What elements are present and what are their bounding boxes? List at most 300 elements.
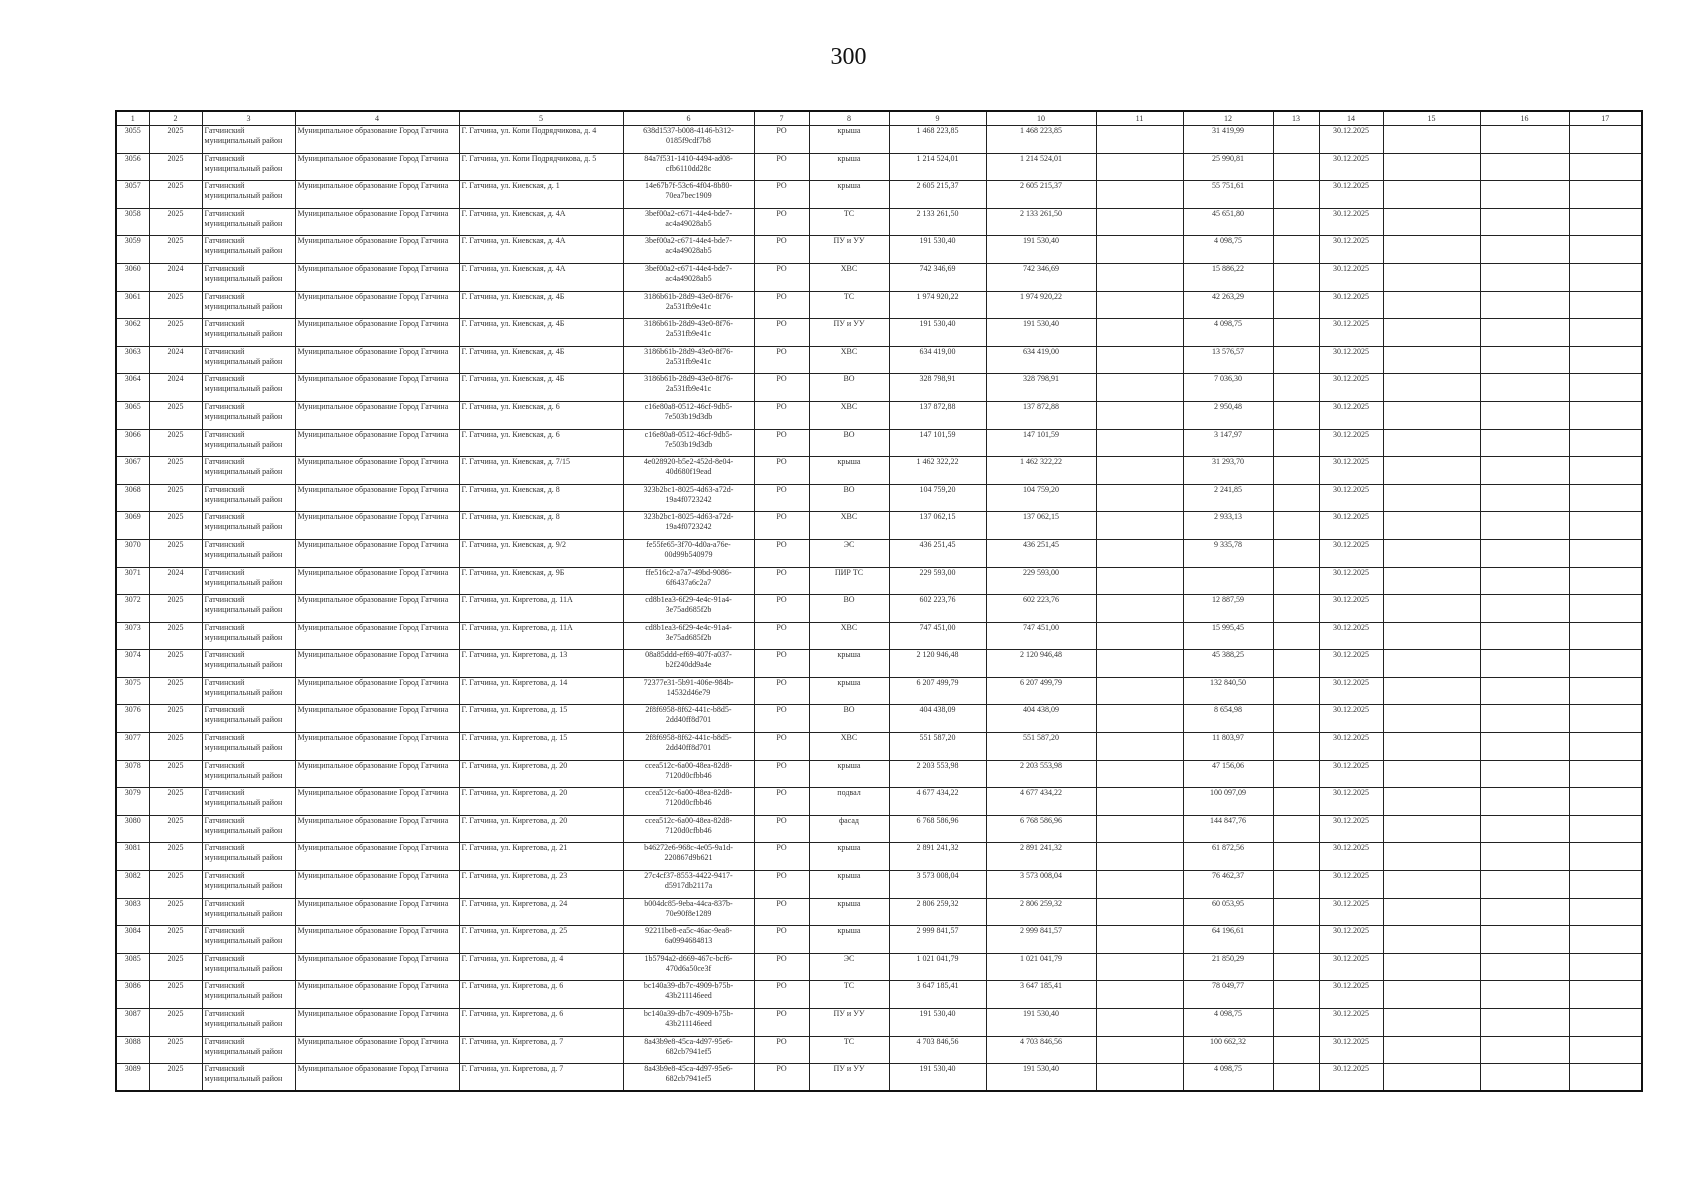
year-cell: 2025 [149,181,202,209]
row-number-cell: 3082 [116,871,149,899]
work-type-cell: ТС [809,1036,889,1064]
year-cell: 2025 [149,319,202,347]
col-15-cell [1383,429,1480,457]
row-number-cell: 3058 [116,208,149,236]
address-cell: Г. Гатчина, ул. Киргетова, д. 11А [459,622,623,650]
col-16-cell [1480,595,1569,623]
total-cost-cell: 2 203 553,98 [889,760,986,788]
col-17-cell [1569,788,1642,816]
municipality-cell: Муниципальное образование Город Гатчина [295,926,459,954]
row-number-cell: 3076 [116,705,149,733]
col-13-cell [1273,760,1319,788]
table-row [116,843,1642,871]
house-guid-cell: ffe516c2-a7a7-49bd-9086-6f6437a6c2a7 [623,567,754,595]
work-type-cell: ХВС [809,733,889,761]
district-cell: Гатчинский муниципальный район [202,401,295,429]
col-13-cell [1273,1064,1319,1092]
address-cell: Г. Гатчина, ул. Киевская, д. 6 [459,429,623,457]
row-number-cell: 3079 [116,788,149,816]
col-13-cell [1273,815,1319,843]
program-cell: РО [754,760,809,788]
fund-cost-cell: 2 891 241,32 [986,843,1096,871]
table-row [116,512,1642,540]
program-cell: РО [754,236,809,264]
table-row [116,263,1642,291]
work-type-cell: ХВС [809,622,889,650]
col-17-cell [1569,843,1642,871]
column-header: 12 [1183,111,1273,126]
municipality-cell: Муниципальное образование Город Гатчина [295,126,459,154]
col-13-cell [1273,1036,1319,1064]
work-type-cell: ПУ и УУ [809,236,889,264]
year-cell: 2024 [149,346,202,374]
house-guid-cell: c16e80a8-0512-46cf-9db5-7e503b19d3db [623,429,754,457]
total-cost-cell: 4 677 434,22 [889,788,986,816]
total-cost-cell: 6 207 499,79 [889,677,986,705]
year-cell: 2025 [149,926,202,954]
column-header: 16 [1480,111,1569,126]
municipality-cell: Муниципальное образование Город Гатчина [295,457,459,485]
year-cell: 2025 [149,1036,202,1064]
total-cost-cell: 602 223,76 [889,595,986,623]
row-number-cell: 3077 [116,733,149,761]
col-15-cell [1383,871,1480,899]
total-cost-cell: 1 462 322,22 [889,457,986,485]
address-cell: Г. Гатчина, ул. Киргетова, д. 11А [459,595,623,623]
completion-date-cell: 30.12.2025 [1319,650,1383,678]
district-cell: Гатчинский муниципальный район [202,650,295,678]
completion-date-cell: 30.12.2025 [1319,319,1383,347]
district-cell: Гатчинский муниципальный район [202,981,295,1009]
program-cell: РО [754,539,809,567]
col-13-cell [1273,871,1319,899]
row-number-cell: 3061 [116,291,149,319]
year-cell: 2025 [149,953,202,981]
col-11-cell [1096,953,1183,981]
year-cell: 2025 [149,1009,202,1037]
house-guid-cell: 3186b61b-28d9-43e0-8f76-2a531fb9e41c [623,346,754,374]
fund-cost-cell: 2 999 841,57 [986,926,1096,954]
col-13-cell [1273,1009,1319,1037]
district-cell: Гатчинский муниципальный район [202,760,295,788]
col-17-cell [1569,622,1642,650]
col-11-cell [1096,677,1183,705]
program-cell: РО [754,650,809,678]
table-row [116,1009,1642,1037]
table-body [116,126,1642,1092]
work-type-cell: ХВС [809,263,889,291]
fund-cost-cell: 191 530,40 [986,1009,1096,1037]
col-17-cell [1569,760,1642,788]
table-row [116,401,1642,429]
col-16-cell [1480,815,1569,843]
col-16-cell [1480,346,1569,374]
col-12-cell: 12 887,59 [1183,595,1273,623]
row-number-cell: 3055 [116,126,149,154]
fund-cost-cell: 137 872,88 [986,401,1096,429]
col-16-cell [1480,953,1569,981]
table-row [116,898,1642,926]
col-13-cell [1273,374,1319,402]
col-17-cell [1569,457,1642,485]
completion-date-cell: 30.12.2025 [1319,181,1383,209]
program-cell: РО [754,926,809,954]
year-cell: 2025 [149,650,202,678]
address-cell: Г. Гатчина, ул. Копи Подрядчикова, д. 4 [459,126,623,154]
col-11-cell [1096,1036,1183,1064]
work-type-cell: ВО [809,484,889,512]
row-number-cell: 3086 [116,981,149,1009]
col-11-cell [1096,622,1183,650]
fund-cost-cell: 6 768 586,96 [986,815,1096,843]
table-row [116,595,1642,623]
completion-date-cell: 30.12.2025 [1319,153,1383,181]
municipality-cell: Муниципальное образование Город Гатчина [295,374,459,402]
col-11-cell [1096,236,1183,264]
completion-date-cell: 30.12.2025 [1319,346,1383,374]
table-row [116,153,1642,181]
column-header: 5 [459,111,623,126]
row-number-cell: 3084 [116,926,149,954]
row-number-cell: 3063 [116,346,149,374]
col-13-cell [1273,291,1319,319]
table-row [116,208,1642,236]
completion-date-cell: 30.12.2025 [1319,815,1383,843]
work-type-cell: крыша [809,898,889,926]
col-11-cell [1096,871,1183,899]
col-16-cell [1480,512,1569,540]
col-11-cell [1096,1009,1183,1037]
col-17-cell [1569,153,1642,181]
col-12-cell: 100 097,09 [1183,788,1273,816]
col-12-cell: 4 098,75 [1183,1064,1273,1092]
col-16-cell [1480,733,1569,761]
col-15-cell [1383,677,1480,705]
work-type-cell: ХВС [809,401,889,429]
column-header: 9 [889,111,986,126]
col-11-cell [1096,733,1183,761]
completion-date-cell: 30.12.2025 [1319,788,1383,816]
row-number-cell: 3080 [116,815,149,843]
year-cell: 2025 [149,788,202,816]
district-cell: Гатчинский муниципальный район [202,898,295,926]
address-cell: Г. Гатчина, ул. Киргетова, д. 14 [459,677,623,705]
program-cell: РО [754,677,809,705]
fund-cost-cell: 747 451,00 [986,622,1096,650]
page-number: 300 [830,44,867,70]
municipality-cell: Муниципальное образование Город Гатчина [295,981,459,1009]
program-cell: РО [754,843,809,871]
table-row [116,346,1642,374]
fund-cost-cell: 634 419,00 [986,346,1096,374]
row-number-cell: 3059 [116,236,149,264]
municipality-cell: Муниципальное образование Город Гатчина [295,567,459,595]
work-type-cell: ВО [809,705,889,733]
col-11-cell [1096,319,1183,347]
col-11-cell [1096,263,1183,291]
address-cell: Г. Гатчина, ул. Киевская, д. 6 [459,401,623,429]
total-cost-cell: 191 530,40 [889,1064,986,1092]
district-cell: Гатчинский муниципальный район [202,539,295,567]
total-cost-cell: 191 530,40 [889,236,986,264]
column-header: 6 [623,111,754,126]
col-12-cell: 21 850,29 [1183,953,1273,981]
col-13-cell [1273,457,1319,485]
total-cost-cell: 551 587,20 [889,733,986,761]
col-11-cell [1096,567,1183,595]
table-row [116,181,1642,209]
col-13-cell [1273,429,1319,457]
col-15-cell [1383,843,1480,871]
col-17-cell [1569,429,1642,457]
work-type-cell: ЭС [809,539,889,567]
col-13-cell [1273,843,1319,871]
year-cell: 2025 [149,401,202,429]
col-15-cell [1383,539,1480,567]
col-12-cell: 31 293,70 [1183,457,1273,485]
completion-date-cell: 30.12.2025 [1319,981,1383,1009]
col-17-cell [1569,1036,1642,1064]
house-guid-cell: cd8b1ea3-6f29-4e4c-91a4-3e75ad685f2b [623,595,754,623]
fund-cost-cell: 328 798,91 [986,374,1096,402]
district-cell: Гатчинский муниципальный район [202,291,295,319]
program-cell: РО [754,429,809,457]
address-cell: Г. Гатчина, ул. Киргетова, д. 21 [459,843,623,871]
work-type-cell: ВО [809,374,889,402]
municipality-cell: Муниципальное образование Город Гатчина [295,208,459,236]
col-17-cell [1569,815,1642,843]
address-cell: Г. Гатчина, ул. Киевская, д. 9Б [459,567,623,595]
col-16-cell [1480,319,1569,347]
completion-date-cell: 30.12.2025 [1319,760,1383,788]
year-cell: 2025 [149,208,202,236]
house-guid-cell: 84a7f531-1410-4494-ad08-cfb6110dd28c [623,153,754,181]
municipality-cell: Муниципальное образование Город Гатчина [295,291,459,319]
fund-cost-cell: 229 593,00 [986,567,1096,595]
completion-date-cell: 30.12.2025 [1319,208,1383,236]
house-guid-cell: 3bef00a2-c671-44e4-bde7-ac4a49028ab5 [623,236,754,264]
col-15-cell [1383,263,1480,291]
house-guid-cell: 72377e31-5b91-406e-984b-14532d46e79 [623,677,754,705]
municipality-cell: Муниципальное образование Город Гатчина [295,236,459,264]
house-guid-cell: ccea512c-6a00-48ea-82d8-7120d0cfbb46 [623,788,754,816]
row-number-cell: 3078 [116,760,149,788]
col-13-cell [1273,512,1319,540]
row-number-cell: 3081 [116,843,149,871]
district-cell: Гатчинский муниципальный район [202,733,295,761]
col-15-cell [1383,512,1480,540]
col-16-cell [1480,926,1569,954]
col-17-cell [1569,567,1642,595]
work-type-cell: ПУ и УУ [809,319,889,347]
row-number-cell: 3089 [116,1064,149,1092]
col-15-cell [1383,788,1480,816]
house-guid-cell: c16e80a8-0512-46cf-9db5-7e503b19d3db [623,401,754,429]
municipality-cell: Муниципальное образование Город Гатчина [295,319,459,347]
col-16-cell [1480,208,1569,236]
col-15-cell [1383,484,1480,512]
col-15-cell [1383,1009,1480,1037]
col-12-cell: 11 803,97 [1183,733,1273,761]
col-15-cell [1383,374,1480,402]
program-cell: РО [754,733,809,761]
municipality-cell: Муниципальное образование Город Гатчина [295,760,459,788]
col-17-cell [1569,705,1642,733]
table-row [116,815,1642,843]
address-cell: Г. Гатчина, ул. Киевская, д. 4Б [459,291,623,319]
year-cell: 2025 [149,595,202,623]
fund-cost-cell: 2 133 261,50 [986,208,1096,236]
municipality-cell: Муниципальное образование Город Гатчина [295,181,459,209]
district-cell: Гатчинский муниципальный район [202,263,295,291]
col-13-cell [1273,567,1319,595]
year-cell: 2025 [149,429,202,457]
col-17-cell [1569,953,1642,981]
row-number-cell: 3069 [116,512,149,540]
house-guid-cell: bc140a39-db7c-4909-b75b-43b211146eed [623,1009,754,1037]
col-17-cell [1569,126,1642,154]
year-cell: 2025 [149,236,202,264]
total-cost-cell: 2 605 215,37 [889,181,986,209]
fund-cost-cell: 1 974 920,22 [986,291,1096,319]
col-11-cell [1096,1064,1183,1092]
municipality-cell: Муниципальное образование Город Гатчина [295,263,459,291]
col-17-cell [1569,181,1642,209]
col-12-cell: 9 335,78 [1183,539,1273,567]
col-13-cell [1273,733,1319,761]
table-row [116,705,1642,733]
address-cell: Г. Гатчина, ул. Киевская, д. 4Б [459,346,623,374]
work-type-cell: ВО [809,429,889,457]
col-16-cell [1480,843,1569,871]
row-number-cell: 3070 [116,539,149,567]
fund-cost-cell: 1 462 322,22 [986,457,1096,485]
table-row [116,374,1642,402]
col-12-cell: 15 886,22 [1183,263,1273,291]
district-cell: Гатчинский муниципальный район [202,871,295,899]
col-15-cell [1383,595,1480,623]
completion-date-cell: 30.12.2025 [1319,484,1383,512]
house-guid-cell: 08a85ddd-ef69-407f-a037-b2f240dd9a4e [623,650,754,678]
col-16-cell [1480,291,1569,319]
total-cost-cell: 634 419,00 [889,346,986,374]
district-cell: Гатчинский муниципальный район [202,1064,295,1092]
program-cell: РО [754,457,809,485]
col-16-cell [1480,153,1569,181]
col-16-cell [1480,1009,1569,1037]
district-cell: Гатчинский муниципальный район [202,788,295,816]
col-12-cell: 31 419,99 [1183,126,1273,154]
col-15-cell [1383,457,1480,485]
col-12-cell: 2 950,48 [1183,401,1273,429]
col-13-cell [1273,622,1319,650]
house-guid-cell: 92211be8-ea5c-46ac-9ea8-6a0994684813 [623,926,754,954]
house-guid-cell: 638d1537-b008-4146-b312-0185f9cdf7b8 [623,126,754,154]
program-cell: РО [754,567,809,595]
total-cost-cell: 1 974 920,22 [889,291,986,319]
program-cell: РО [754,346,809,374]
address-cell: Г. Гатчина, ул. Киевская, д. 9/2 [459,539,623,567]
program-cell: РО [754,1009,809,1037]
col-15-cell [1383,733,1480,761]
address-cell: Г. Гатчина, ул. Киевская, д. 4Б [459,374,623,402]
work-type-cell: подвал [809,788,889,816]
district-cell: Гатчинский муниципальный район [202,1036,295,1064]
total-cost-cell: 137 062,15 [889,512,986,540]
house-guid-cell: 3186b61b-28d9-43e0-8f76-2a531fb9e41c [623,291,754,319]
col-12-cell: 4 098,75 [1183,319,1273,347]
year-cell: 2024 [149,374,202,402]
work-type-cell: крыша [809,677,889,705]
house-guid-cell: cd8b1ea3-6f29-4e4c-91a4-3e75ad685f2b [623,622,754,650]
col-12-cell: 2 933,13 [1183,512,1273,540]
table-row [116,457,1642,485]
col-12-cell: 55 751,61 [1183,181,1273,209]
total-cost-cell: 2 999 841,57 [889,926,986,954]
row-number-cell: 3071 [116,567,149,595]
col-15-cell [1383,567,1480,595]
year-cell: 2025 [149,484,202,512]
col-16-cell [1480,263,1569,291]
fund-cost-cell: 2 605 215,37 [986,181,1096,209]
col-12-cell: 76 462,37 [1183,871,1273,899]
year-cell: 2025 [149,815,202,843]
address-cell: Г. Гатчина, ул. Киевская, д. 8 [459,512,623,540]
year-cell: 2024 [149,263,202,291]
completion-date-cell: 30.12.2025 [1319,567,1383,595]
program-cell: РО [754,981,809,1009]
col-15-cell [1383,346,1480,374]
work-type-cell: крыша [809,843,889,871]
house-guid-cell: 3bef00a2-c671-44e4-bde7-ac4a49028ab5 [623,263,754,291]
fund-cost-cell: 1 021 041,79 [986,953,1096,981]
col-12-cell: 132 840,50 [1183,677,1273,705]
column-header: 15 [1383,111,1480,126]
address-cell: Г. Гатчина, ул. Копи Подрядчикова, д. 5 [459,153,623,181]
col-11-cell [1096,843,1183,871]
program-cell: РО [754,705,809,733]
year-cell: 2025 [149,126,202,154]
year-cell: 2025 [149,457,202,485]
district-cell: Гатчинский муниципальный район [202,153,295,181]
year-cell: 2025 [149,622,202,650]
col-15-cell [1383,815,1480,843]
col-16-cell [1480,788,1569,816]
house-guid-cell: 4e028920-b5e2-452d-8e04-40d680f19ead [623,457,754,485]
row-number-cell: 3067 [116,457,149,485]
fund-cost-cell: 191 530,40 [986,1064,1096,1092]
district-cell: Гатчинский муниципальный район [202,705,295,733]
col-15-cell [1383,1036,1480,1064]
municipality-cell: Муниципальное образование Город Гатчина [295,1009,459,1037]
row-number-cell: 3074 [116,650,149,678]
col-13-cell [1273,650,1319,678]
work-type-cell: крыша [809,760,889,788]
col-12-cell: 4 098,75 [1183,236,1273,264]
col-12-cell: 15 995,45 [1183,622,1273,650]
completion-date-cell: 30.12.2025 [1319,1064,1383,1092]
completion-date-cell: 30.12.2025 [1319,457,1383,485]
col-11-cell [1096,595,1183,623]
fund-cost-cell: 551 587,20 [986,733,1096,761]
col-13-cell [1273,677,1319,705]
col-13-cell [1273,236,1319,264]
fund-cost-cell: 2 120 946,48 [986,650,1096,678]
col-12-cell: 60 053,95 [1183,898,1273,926]
total-cost-cell: 1 468 223,85 [889,126,986,154]
address-cell: Г. Гатчина, ул. Киргетова, д. 20 [459,815,623,843]
row-number-cell: 3072 [116,595,149,623]
